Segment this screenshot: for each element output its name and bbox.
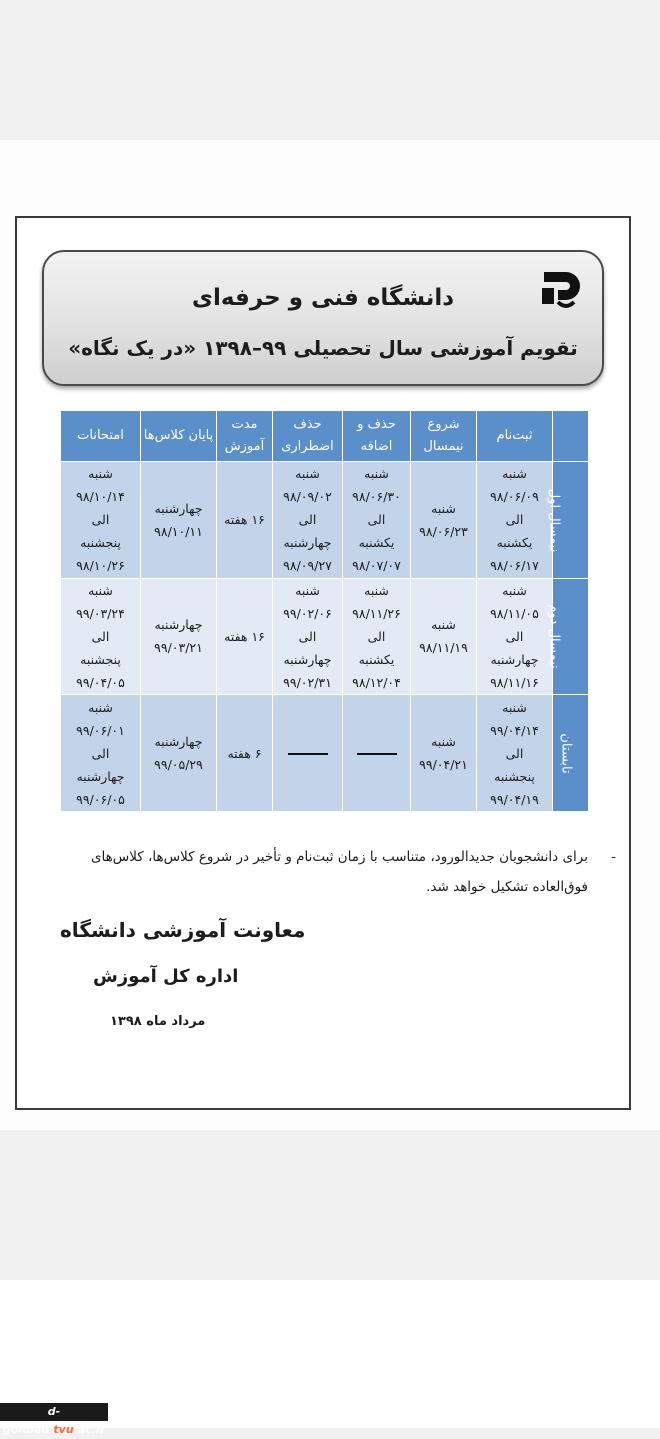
cell-line: ۹۸/۱۰/۲۶ <box>76 558 125 574</box>
cell-line: شنبه <box>295 582 320 598</box>
table-cell <box>217 695 273 812</box>
cell-line: ۹۹/۰۶/۰۵ <box>76 791 125 807</box>
cell-line: الی <box>91 512 110 528</box>
cell-line: الی <box>91 628 110 644</box>
cell-line: ۹۸/۰۶/۰۹ <box>490 489 539 505</box>
table-cell <box>217 578 273 695</box>
cell-line: ۶ هفته <box>227 745 262 761</box>
row-label-text: نیمسال دوم <box>546 604 562 670</box>
table-cell <box>141 462 217 579</box>
cell-line: ۹۸/۱۱/۱۶ <box>490 674 539 690</box>
table-cell <box>273 462 343 579</box>
cell-line: ۹۸/۰۶/۳۰ <box>352 489 401 505</box>
watermark-prefix: d-gonbad. <box>2 1405 61 1436</box>
table-cell <box>273 695 343 812</box>
table-cell <box>61 578 141 695</box>
row-label-text: تابستان <box>558 733 574 774</box>
cell-line: ۹۸/۱۰/۱۱ <box>154 523 203 539</box>
table-cell <box>273 578 343 695</box>
table-row <box>61 695 589 812</box>
cell-line: شنبه <box>88 582 113 598</box>
footnote <box>60 842 616 902</box>
cell-line: شنبه <box>88 699 113 715</box>
signature-department: اداره کل آموزش <box>93 966 239 987</box>
cell-line: ۹۸/۱۱/۲۶ <box>352 605 401 621</box>
cell-line: شنبه <box>364 582 389 598</box>
row-label <box>546 578 589 695</box>
column-header: حذف اضطراری <box>273 411 343 462</box>
cell-line: شنبه <box>295 466 320 482</box>
table-cell <box>343 695 411 812</box>
cell-line: ۱۶ هفته <box>224 628 265 644</box>
cell-line: الی <box>505 628 524 644</box>
column-header: ثبت‌نام <box>477 411 553 462</box>
cell-line: ۱۶ هفته <box>224 512 265 528</box>
table-cell <box>217 462 273 579</box>
cell-line: ۹۸/۰۶/۲۳ <box>419 523 468 539</box>
cell-line: شنبه <box>364 466 389 482</box>
row-label-text: نیمسال اول <box>546 488 562 553</box>
site-watermark <box>0 1403 108 1436</box>
cell-line: یکشنبه <box>496 535 533 551</box>
table-row <box>61 578 589 695</box>
cell-line: چهارشنبه <box>76 768 125 784</box>
cell-line: ۹۸/۱۱/۰۵ <box>490 605 539 621</box>
cell-line: پنجشنبه <box>80 535 121 551</box>
cell-line: شنبه <box>431 617 456 633</box>
cell-line: الی <box>505 512 524 528</box>
academic-calendar-table <box>60 410 589 812</box>
cell-line: چهارشنبه <box>154 734 203 750</box>
table-cell <box>411 578 477 695</box>
table-cell <box>411 695 477 812</box>
empty-dash <box>288 753 328 755</box>
cell-line: الی <box>505 745 524 761</box>
cell-line: ۹۸/۰۹/۰۲ <box>283 489 332 505</box>
cell-line: ۹۸/۰۶/۱۷ <box>490 558 539 574</box>
cell-line: ۹۸/۰۷/۰۷ <box>352 558 401 574</box>
cell-line: الی <box>367 512 386 528</box>
column-header: حذف و اضافه <box>343 411 411 462</box>
cell-line: ۹۹/۰۴/۱۹ <box>490 791 539 807</box>
cell-line: ۹۹/۰۲/۰۶ <box>283 605 332 621</box>
table-cell <box>141 695 217 812</box>
row-label <box>553 695 589 812</box>
table-row <box>61 462 589 579</box>
cell-line: شنبه <box>502 699 527 715</box>
table-cell <box>61 462 141 579</box>
column-header: امتحانات <box>61 411 141 462</box>
cell-line: الی <box>91 745 110 761</box>
footnote-text: برای دانشجویان جدیدالورود، متناسب با زمان ثبت‌نام و تأخیر در شروع کلاس‌ها، کلاس‌های فوق‌العاده تشکیل خواهد شد. <box>90 849 588 895</box>
signature-office: معاونت آموزشی دانشگاه <box>60 918 306 942</box>
cell-line: پنجشنبه <box>80 651 121 667</box>
cell-line: پنجشنبه <box>494 768 535 784</box>
cell-line: شنبه <box>88 466 113 482</box>
cell-line: چهارشنبه <box>283 651 332 667</box>
empty-dash <box>357 753 397 755</box>
column-header: پایان کلاس‌ها <box>141 411 217 462</box>
cell-line: چهارشنبه <box>154 617 203 633</box>
cell-line: الی <box>298 512 317 528</box>
cell-line: ۹۸/۱۰/۱۴ <box>76 489 125 505</box>
table-cell <box>61 695 141 812</box>
table-header-row <box>61 411 589 462</box>
signature-date: مرداد ماه ۱۳۹۸ <box>110 1014 206 1029</box>
cell-line: شنبه <box>502 466 527 482</box>
calendar-title: تقویم آموزشی سال تحصیلی ۹۹–۱۳۹۸ «در یک نگاه» <box>68 336 578 360</box>
cell-line: ۹۹/۰۵/۲۹ <box>154 757 203 773</box>
table-cell <box>343 578 411 695</box>
cell-line: شنبه <box>502 582 527 598</box>
row-label <box>546 462 589 579</box>
cell-line: یکشنبه <box>358 535 395 551</box>
cell-line: ۹۹/۰۴/۰۵ <box>76 674 125 690</box>
table-cell <box>477 695 553 812</box>
cell-line: یکشنبه <box>358 651 395 667</box>
cell-line: ۹۸/۰۹/۲۷ <box>283 558 332 574</box>
university-name: دانشگاه فنی و حرفه‌ای <box>191 285 455 311</box>
cell-line: چهارشنبه <box>490 651 539 667</box>
cell-line: شنبه <box>431 734 456 750</box>
corner-cell <box>553 411 589 462</box>
cell-line: ۹۹/۰۳/۲۴ <box>76 605 125 621</box>
table-cell <box>343 462 411 579</box>
cell-line: الی <box>367 628 386 644</box>
header-banner <box>42 250 604 386</box>
table-cell <box>411 462 477 579</box>
column-header: شروع نیمسال <box>411 411 477 462</box>
cell-line: چهارشنبه <box>283 535 332 551</box>
cell-line: ۹۹/۰۶/۰۱ <box>76 722 125 738</box>
cell-line: ۹۸/۱۱/۱۹ <box>419 640 468 656</box>
cell-line: ۹۹/۰۴/۱۴ <box>490 722 539 738</box>
footnote-bullet: - <box>611 849 616 865</box>
table-cell <box>141 578 217 695</box>
watermark-suffix: .ac.ir <box>73 1423 106 1436</box>
cell-line: ۹۸/۱۲/۰۴ <box>352 674 401 690</box>
column-header: مدت آموزش <box>217 411 273 462</box>
cell-line: الی <box>298 628 317 644</box>
cell-line: شنبه <box>431 500 456 516</box>
watermark-accent: tvu <box>53 1423 74 1436</box>
cell-line: ۹۹/۰۲/۳۱ <box>283 674 332 690</box>
cell-line: چهارشنبه <box>154 500 203 516</box>
cell-line: ۹۹/۰۳/۲۱ <box>154 640 203 656</box>
cell-line: ۹۹/۰۴/۲۱ <box>419 757 468 773</box>
